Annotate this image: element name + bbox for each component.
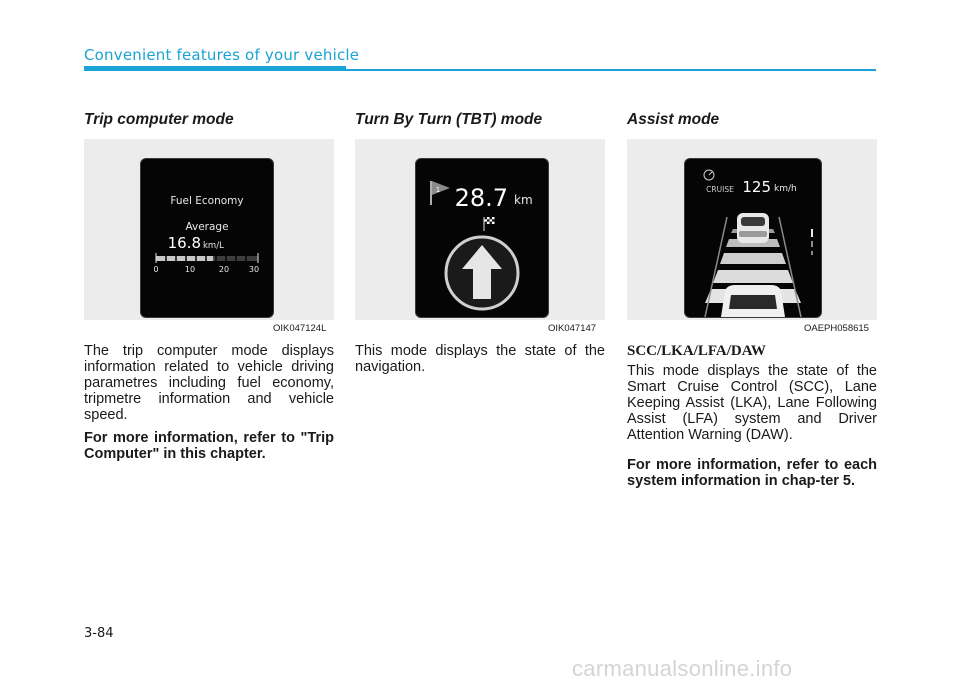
watermark: carmanualsonline.info — [572, 656, 793, 681]
assist-mode-title: Assist mode — [627, 111, 720, 128]
assist-image-code: OAEPH058615 — [804, 323, 869, 334]
trip-body-text: The trip computer mode displays information related to vehicle driving parametres including fuel economy, tripmetre information and vehicle speed. — [84, 343, 334, 423]
scale-label-30: 30 — [248, 265, 260, 274]
section-header-title: Convenient features of your vehicle — [84, 46, 360, 64]
lane-marker-icon — [811, 229, 813, 255]
fuel-unit: km/L — [203, 241, 224, 251]
set-speed-unit: km/h — [774, 184, 797, 194]
page-number: 3-84 — [84, 626, 114, 641]
checkered-flag-icon — [484, 217, 495, 231]
trip-display-graphic — [141, 159, 273, 317]
header-rule — [346, 69, 876, 71]
trip-figure — [84, 139, 334, 320]
set-speed: 125 — [742, 178, 771, 196]
tbt-body-text: This mode displays the state of the navigation. — [355, 343, 605, 375]
fuel-value: 16.8 — [167, 234, 201, 252]
assist-display-graphic — [685, 159, 821, 317]
tbt-display-graphic — [416, 159, 548, 317]
tbt-image-code: OIK047147 — [548, 323, 597, 334]
tbt-cluster-screen — [415, 158, 549, 318]
scale-label-10: 10 — [184, 265, 196, 274]
trip-mode-title: Trip computer mode — [84, 111, 234, 128]
fuel-economy-heading: Fuel Economy — [170, 195, 244, 207]
cruise-label: CRUISE — [706, 185, 734, 194]
lead-vehicle-icon — [737, 213, 769, 243]
tbt-figure — [355, 139, 605, 320]
trip-note: For more information, refer to "Trip Computer" in this chapter. — [84, 430, 334, 462]
fuel-gauge-fill — [156, 256, 213, 261]
trip-image-code: OIK047124L — [273, 323, 327, 334]
scale-label-20: 20 — [218, 265, 230, 274]
own-vehicle-icon — [721, 285, 785, 317]
tbt-distance-unit: km — [514, 193, 533, 207]
assist-subheading: SCC/LKA/LFA/DAW — [627, 343, 766, 359]
scale-label-0: 0 — [153, 265, 159, 274]
tbt-mode-title: Turn By Turn (TBT) mode — [355, 111, 543, 128]
assist-body-text: This mode displays the state of the Smart Cruise Control (SCC), Lane Keeping Assist (LKA), Lane Following Assist (LFA) system and Driver Attention Warning (DAW). — [627, 363, 877, 443]
assist-figure — [627, 139, 877, 320]
flag-number: 1 — [435, 186, 441, 194]
cruise-speedometer-icon — [704, 170, 714, 180]
assist-note: For more information, refer to each system information in chap-ter 5. — [627, 457, 877, 489]
assist-cluster-screen — [684, 158, 822, 318]
header-accent-bar — [84, 66, 346, 71]
destination-flag-icon — [431, 181, 450, 205]
tbt-distance: 28.7 — [454, 184, 508, 212]
average-label: Average — [185, 221, 229, 233]
trip-cluster-screen — [140, 158, 274, 318]
